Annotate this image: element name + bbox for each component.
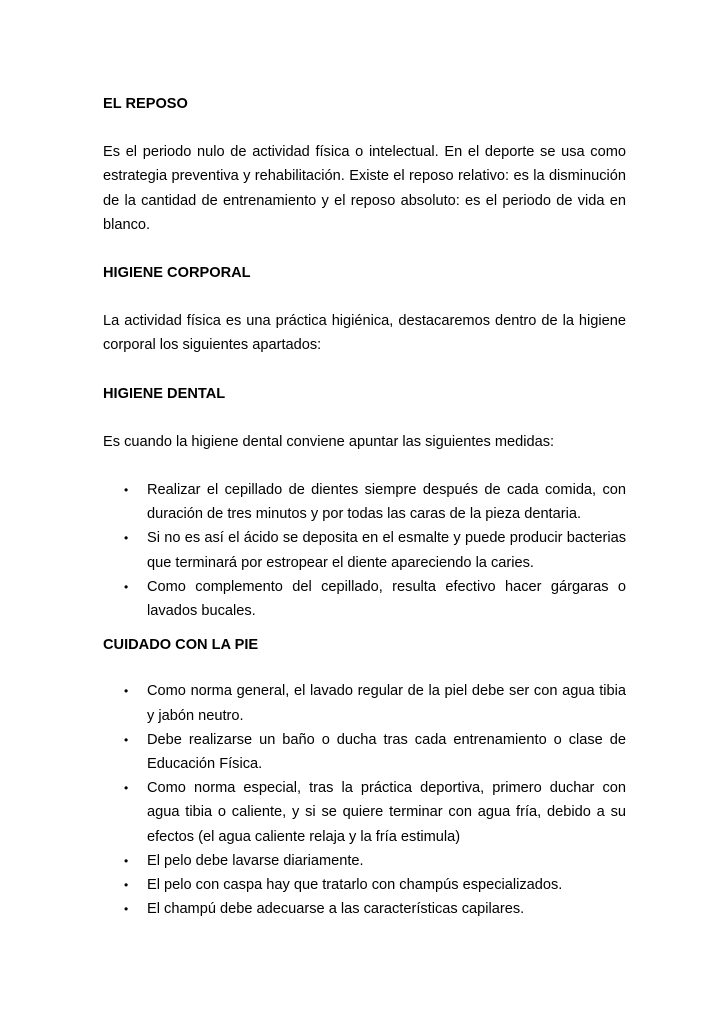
list-item xyxy=(103,849,626,873)
heading-el-reposo: EL REPOSO xyxy=(103,96,188,112)
paragraph-el-reposo: Es el periodo nulo de actividad física o intelectual. En el deporte se usa como estrategia preventiva y rehabilitación. Existe el reposo relativo: es la disminución de la cantidad de entrenamiento y el reposo absoluto: es el periodo de vida en blanco. xyxy=(103,144,626,233)
bullet-icon: • xyxy=(124,732,129,747)
list-item-text: El pelo con caspa hay que tratarlo con champús especializados. xyxy=(147,877,563,894)
list-item xyxy=(103,478,626,526)
list-item-text: El champú debe adecuarse a las características capilares. xyxy=(147,901,525,918)
paragraph-higiene-corporal: La actividad física es una práctica higiénica, destacaremos dentro de la higiene corporal los siguientes apartados: xyxy=(103,313,626,354)
bullet-icon: • xyxy=(124,531,129,546)
list-item xyxy=(103,873,626,897)
list-item xyxy=(103,776,626,849)
list-item xyxy=(103,728,626,776)
bullet-icon: • xyxy=(124,483,129,498)
paragraph-higiene-dental: Es cuando la higiene dental conviene apuntar las siguientes medidas: xyxy=(103,433,555,450)
heading-higiene-dental: HIGIENE DENTAL xyxy=(103,385,226,402)
list-item xyxy=(103,897,626,921)
list-higiene-dental xyxy=(103,478,626,623)
heading-higiene-corporal: HIGIENE CORPORAL xyxy=(103,265,251,282)
list-item-text: Realizar el cepillado de dientes siempre después de cada comida, con duración de tres minutos y por todas las caras de la pieza dentaria. xyxy=(147,482,626,523)
bullet-icon: • xyxy=(124,579,129,594)
heading-cuidado-con-la-pie: CUIDADO CON LA PIE xyxy=(103,637,259,654)
bullet-icon: • xyxy=(124,781,129,796)
list-item xyxy=(103,526,626,574)
list-item-text: El pelo debe lavarse diariamente. xyxy=(147,852,364,869)
list-item-text: Como complemento del cepillado, resulta efectivo hacer gárgaras o lavados bucales. xyxy=(147,578,626,620)
list-item-text: Como norma general, el lavado regular de la piel debe ser con agua tibia y jabón neutro. xyxy=(147,683,626,724)
bullet-icon: • xyxy=(124,684,129,699)
list-item xyxy=(103,679,626,727)
list-item xyxy=(103,575,626,623)
bullet-icon: • xyxy=(124,902,129,917)
document-page xyxy=(103,92,626,921)
list-item-text: Como norma especial, tras la práctica deportiva, primero duchar con agua tibia o caliente, y si se quiere terminar con agua fría, debido a su efectos (el agua caliente relaja y la fría estimula) xyxy=(147,780,626,845)
list-item-text: Si no es así el ácido se deposita en el esmalte y puede producir bacterias que terminará por estropear el diente apareciendo la caries. xyxy=(147,530,626,571)
bullet-icon: • xyxy=(124,853,129,868)
bullet-icon: • xyxy=(124,878,129,893)
list-cuidado-con-la-pie xyxy=(103,679,626,921)
list-item-text: Debe realizarse un baño o ducha tras cada entrenamiento o clase de Educación Física. xyxy=(147,731,626,773)
